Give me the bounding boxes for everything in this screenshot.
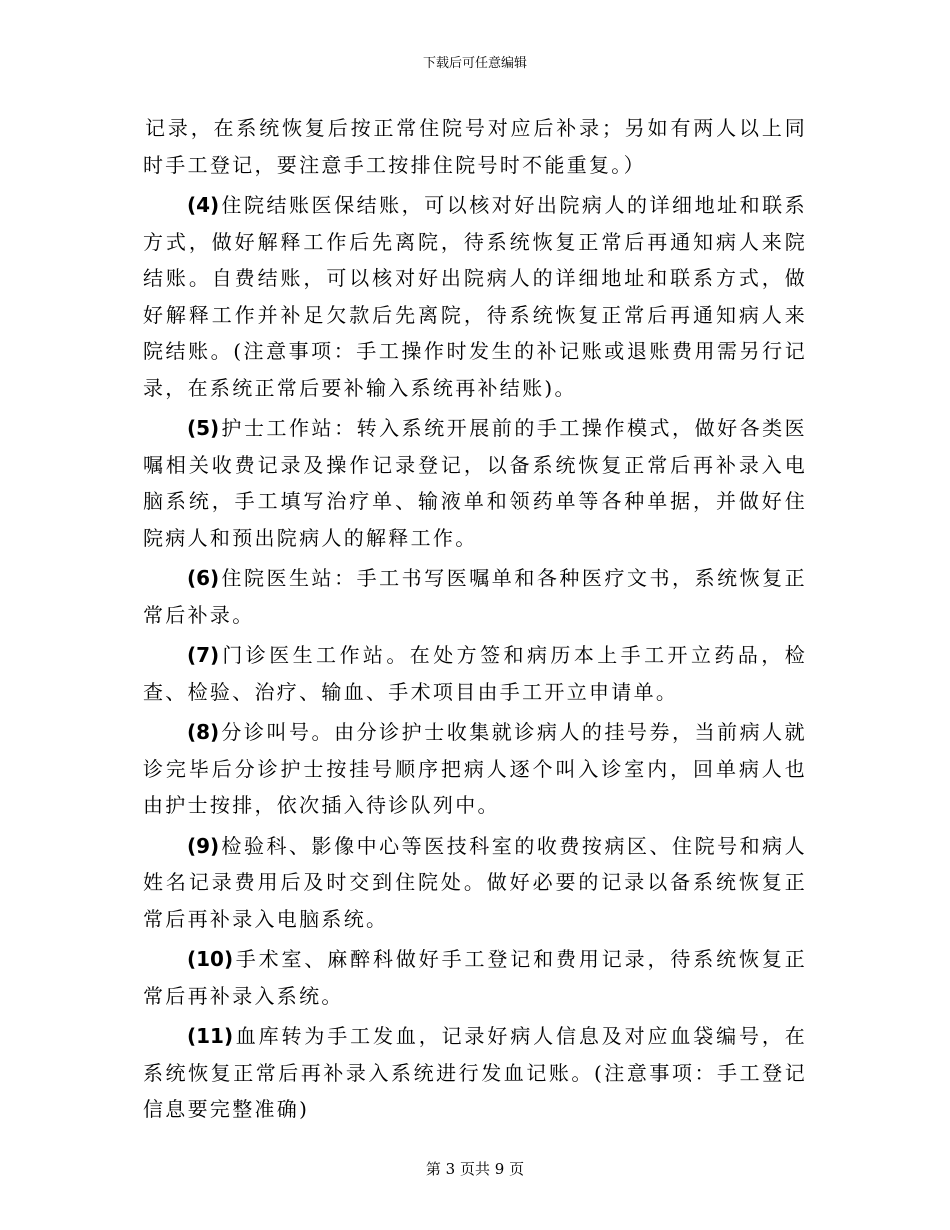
paragraph-text: 记录，在系统恢复后按正常住院号对应后补录；另如有两人以上同时手工登记，要注意手工按排住院号时不能重复。） [143,116,807,177]
paragraph-item-4 [143,187,807,406]
paragraph-item-6 [143,560,807,633]
paragraph-text: 门诊医生工作站。在处方签和病历本上手工开立药品，检查、检验、治疗、输血、手术项目由手工开立申请单。 [143,643,807,704]
paragraph-text: 护士工作站：转入系统开展前的手工操作模式，做好各类医嘱相关收费记录及操作记录登记，以备系统恢复正常后再补录入电脑系统，手工填写治疗单、输液单和领药单等各种单据，并做好住院病人和预出院病人的解释工作。 [143,416,807,550]
paragraph-text: 检验科、影像中心等医技科室的收费按病区、住院号和病人姓名记录费用后及时交到住院处。做好必要的记录以备系统恢复正常后再补录入电脑系统。 [143,833,807,931]
item-number: (9) [187,833,220,858]
item-number: (6) [187,566,220,590]
paragraph-item-5 [143,410,807,556]
item-number: (8) [187,720,220,744]
item-number: (11) [187,1024,234,1048]
item-number: (4) [187,193,220,217]
paragraph-item-8 [143,714,807,824]
item-number: (10) [187,947,234,971]
item-number: (7) [187,643,220,667]
paragraph-text: 血库转为手工发血，记录好病人信息及对应血袋编号，在系统恢复正常后再补录入系统进行发血记账。(注意事项：手工登记信息要完整准确) [143,1024,807,1121]
paragraph-item-10 [143,941,807,1014]
paragraph-continuation [143,110,807,183]
paragraph-text: 分诊叫号。由分诊护士收集就诊病人的挂号券，当前病人就诊完毕后分诊护士按挂号顺序把病人逐个叫入诊室内，回单病人也由护士按排，依次插入待诊队列中。 [143,720,807,817]
paragraph-text: 住院结账医保结账，可以核对好出院病人的详细地址和联系方式，做好解释工作后先离院，待系统恢复正常后再通知病人来院结账。自费结账，可以核对好出院病人的详细地址和联系方式，做好解释工作并补足欠款后先离院，待系统恢复正常后再通知病人来院结账。(注意事项：手工操作时发生的补记账或退账费用需另行记录，在系统正常后要补输入系统再补结账)。 [143,193,807,400]
document-body [143,110,807,1132]
page-footer: 第 3 页共 9 页 [425,1160,525,1178]
paragraph-item-9 [143,828,807,938]
paragraph-item-7 [143,637,807,710]
paragraph-item-11 [143,1018,807,1128]
paragraph-text: 住院医生站：手工书写医嘱单和各种医疗文书，系统恢复正常后补录。 [143,566,807,627]
item-number: (5) [187,416,220,440]
page-header: 下载后可任意编辑 [422,56,527,71]
paragraph-text: 手术室、麻醉科做好手工登记和费用记录，待系统恢复正常后再补录入系统。 [143,947,807,1008]
